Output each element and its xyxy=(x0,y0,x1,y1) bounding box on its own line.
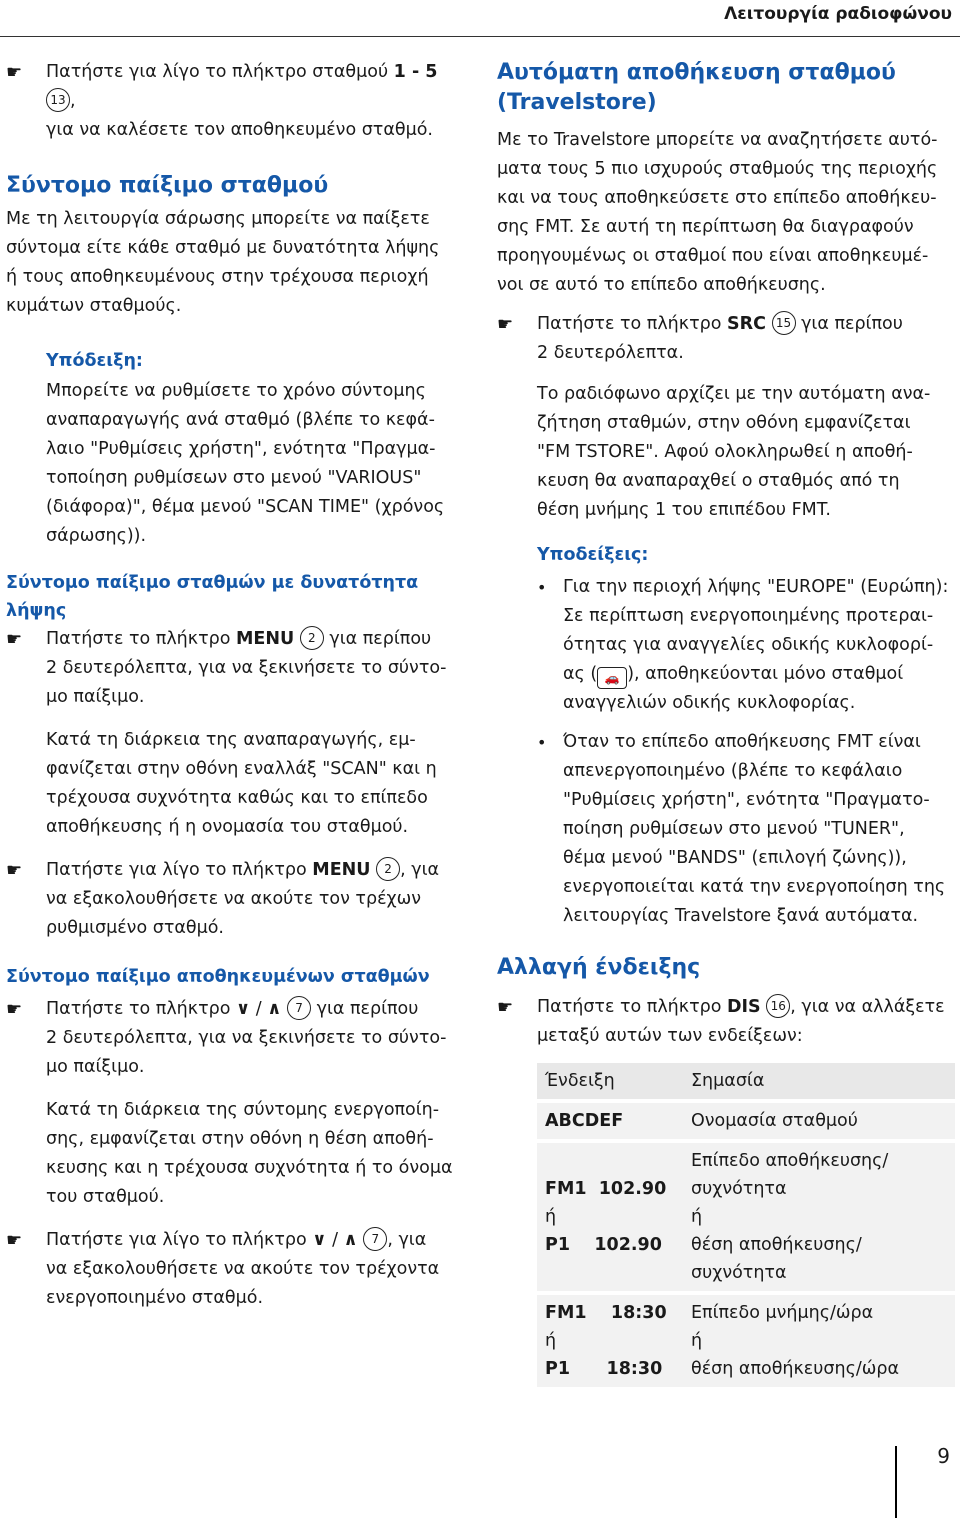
stored-scan-description: Κατά τη διάρκεια της σύντομης ενεργοποίη- σης, εμφανίζεται στην οθόνη η θέση αποθή- κευσης και η τρέχουσα συχνότητα ή το όνομα του σταθμού. xyxy=(46,1100,453,1207)
key-label: 1 - 5 xyxy=(393,62,438,82)
table-cell: Ονομασία σταθμού xyxy=(683,1101,955,1141)
key-label: SRC xyxy=(727,314,766,334)
section-title-scan: Σύντομο παίξιμο σταθμού xyxy=(6,173,329,198)
page-number: 9 xyxy=(937,1444,950,1468)
bullet-icon: • xyxy=(537,578,547,597)
table-header-cell: Ένδειξη xyxy=(537,1063,683,1101)
pointing-hand-icon: ☛ xyxy=(6,999,23,1020)
callout-number: 7 xyxy=(287,996,311,1020)
table-cell: Επίπεδο μνήμης/ώρα ή θέση αποθήκευσης/ώρα xyxy=(683,1293,955,1389)
instruction-recall-station: ☛ Πατήστε για λίγο το πλήκτρο σταθμού 1 - 5 13 , για να καλέσετε τον αποθηκευμένο σταθμό. xyxy=(6,58,466,145)
instruction-change-display: ☛ Πατήστε το πλήκτρο DIS 16 , για να αλλάξετε μεταξύ αυτών των ενδείξεων: xyxy=(497,993,957,1051)
traffic-car-icon: 🚗 xyxy=(597,667,627,689)
down-arrow-key: ∨ xyxy=(312,1230,327,1250)
callout-number: 15 xyxy=(772,311,796,335)
hint-bullet-1: • Για την περιοχή λήψης "EUROPE" (Ευρώπη): Σε περίπτωση ενεργοποιημένης προτεραι- ότητας για αναγγελίες οδικής κυκλοφορί- ας ( 🚗 ), αποθηκεύονται μόνο σταθμοί αναγγελιών οδικής κυκλοφορίας. xyxy=(497,573,957,718)
page-number-rule xyxy=(895,1446,897,1518)
instruction-stop-scan: ☛ Πατήστε για λίγο το πλήκτρο MENU 2 , για να εξακολουθήσετε να ακούτε τον τρέχων ρυθμισμένο σταθμό. xyxy=(6,856,466,943)
hints-title: Υποδείξεις: xyxy=(537,545,649,565)
pointing-hand-icon: ☛ xyxy=(6,1230,23,1251)
table-cell: FM1 18:30 ή P1 18:30 xyxy=(537,1293,683,1389)
left-column xyxy=(6,58,466,1313)
bullet-icon: • xyxy=(537,733,547,752)
travelstore-intro: Με το Travelstore μπορείτε να αναζητήσετε αυτό- ματα τους 5 πιο ισχυρούς σταθμούς της περιοχής και να τους αποθηκεύσετε στο επίπεδο αποθήκευ- σης FMT. Σε αυτή τη περίπτωση θα διαγραφούν προηγουμένως οι σταθμοί που είναι αποθηκευμέ- νοι σε αυτό το επίπεδο αποθήκευσης. xyxy=(497,130,938,295)
section-title-travelstore: Αυτόματη αποθήκευση σταθμού (Travelstore) xyxy=(497,60,896,115)
callout-number: 2 xyxy=(376,857,400,881)
running-header: Λειτουργία ραδιοφώνου xyxy=(724,4,952,24)
table-cell: FM1 102.90 ή P1 102.90 xyxy=(537,1141,683,1293)
pointing-hand-icon: ☛ xyxy=(6,860,23,881)
pointing-hand-icon: ☛ xyxy=(6,62,23,83)
callout-number: 13 xyxy=(46,88,70,112)
callout-number: 7 xyxy=(363,1227,387,1251)
pointing-hand-icon: ☛ xyxy=(497,997,514,1018)
table-cell: ABCDEF xyxy=(537,1101,683,1141)
section-title-scan-stored: Σύντομο παίξιμο αποθηκευμένων σταθμών xyxy=(6,967,430,987)
table-row xyxy=(537,1141,955,1293)
instruction-travelstore: ☛ Πατήστε το πλήκτρο SRC 15 για περίπου 2 δευτερόλεπτα. xyxy=(497,310,957,368)
callout-number: 16 xyxy=(766,994,790,1018)
hint-title: Υπόδειξη: xyxy=(46,351,143,371)
instruction-start-scan: ☛ Πατήστε το πλήκτρο MENU 2 για περίπου 2 δευτερόλεπτα, για να ξεκινήσετε το σύντο- μο παίξιμο. xyxy=(6,625,466,712)
key-label: DIS xyxy=(727,997,761,1017)
key-label: MENU xyxy=(312,860,371,880)
callout-number: 2 xyxy=(300,626,324,650)
table-header-row xyxy=(537,1063,955,1101)
hint-block: Υπόδειξη: Μπορείτε να ρυθμίσετε το χρόνο σύντομης αναπαραγωγής ανά σταθμό (βλέπε το κεφά- λαιο "Ρυθμίσεις χρήστη", ενότητα "Πραγμα- τοποίηση ρυθμίσεων στο μενού "VARIOUS" (διάφορα)", θέμα μενού "SCAN TIME" (χρόνος σάρωσης)). xyxy=(6,347,466,551)
table-row xyxy=(537,1293,955,1389)
section-title-display: Αλλαγή ένδειξης xyxy=(497,955,701,980)
up-arrow-key: ∧ xyxy=(267,999,282,1019)
down-arrow-key: ∨ xyxy=(236,999,251,1019)
instruction-start-stored-scan: ☛ Πατήστε το πλήκτρο ∨ / ∧ 7 για περίπου 2 δευτερόλεπτα, για να ξεκινήσετε το σύντο- μο παίξιμο. xyxy=(6,995,466,1082)
right-column xyxy=(497,58,957,1391)
up-arrow-key: ∧ xyxy=(343,1230,358,1250)
scan-intro: Με τη λειτουργία σάρωσης μπορείτε να παίξετε σύντομα είτε κάθε σταθμό με δυνατότητα λήψης ή τους αποθηκευμένους στην τρέχουσα περιοχή κυμάτων σταθμούς. xyxy=(6,209,440,316)
key-label: MENU xyxy=(236,629,295,649)
instruction-stop-stored-scan: ☛ Πατήστε για λίγο το πλήκτρο ∨ / ∧ 7 , για να εξακολουθήσετε να ακούτε τον τρέχοντα ενεργοποιημένο σταθμό. xyxy=(6,1226,466,1313)
header-rule xyxy=(0,36,960,37)
table-header-cell: Σημασία xyxy=(683,1063,955,1101)
scan-description: Κατά τη διάρκεια της αναπαραγωγής, εμ- φανίζεται στην οθόνη εναλλάξ "SCAN" και η τρέχουσα συχνότητα καθώς και το επίπεδο αποθήκευσης ή η ονομασία του σταθμού. xyxy=(46,730,437,837)
travelstore-description: Το ραδιόφωνο αρχίζει με την αυτόματη ανα- ζήτηση σταθμών, στην οθόνη εμφανίζεται "FM TSTORE". Αφού ολοκληρωθεί η αποθή- κευση θα αναπαραχθεί ο σταθμός από τη θέση μνήμης 1 του επιπέδου FMT. xyxy=(537,384,931,520)
hint-bullet-2: • Όταν το επίπεδο αποθήκευσης FMT είναι απενεργοποιημένο (βλέπε το κεφάλαιο "Ρυθμίσεις χρήστη", ενότητα "Πραγματο- ποίηση ρυθμίσεων στο μενού "TUNER", θέμα μενού "BANDS" (επιλογή ζώνης)), ενεργοποιείται κατά την ενεργοποίηση της λειτουργίας Travelstore ξανά αυτόματα. xyxy=(497,728,957,931)
pointing-hand-icon: ☛ xyxy=(497,314,514,335)
pointing-hand-icon: ☛ xyxy=(6,629,23,650)
table-row xyxy=(537,1101,955,1141)
section-title-scan-receivable: Σύντομο παίξιμο σταθμών με δυνατότητα λήψης xyxy=(6,573,419,621)
table-cell: Επίπεδο αποθήκευσης/ συχνότητα ή θέση αποθήκευσης/ συχνότητα xyxy=(683,1141,955,1293)
display-table xyxy=(537,1063,955,1391)
